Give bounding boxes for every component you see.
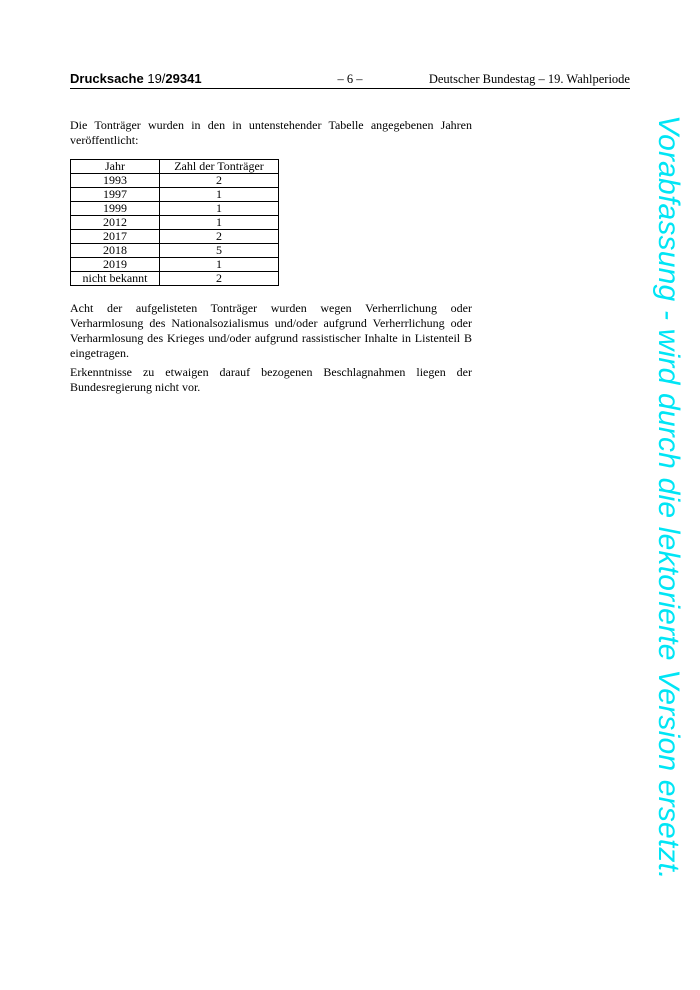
count-cell: 1 bbox=[160, 258, 279, 272]
count-cell: 2 bbox=[160, 272, 279, 286]
header-rule bbox=[70, 88, 630, 89]
table-row bbox=[71, 216, 279, 230]
year-cell: 2012 bbox=[71, 216, 160, 230]
column-header-count: Zahl der Tonträger bbox=[160, 160, 279, 174]
listing-paragraph: Acht der aufgelisteten Tonträger wurden wegen Verherrlichung oder Verharmlosung des Nationalsozialismus und/oder aufgrund Verherrlichung oder Verharmlosung des Krieges und/oder aufgrund rassistischer Inhalte in Listenteil B eingetragen. bbox=[70, 301, 472, 360]
year-cell: 2017 bbox=[71, 230, 160, 244]
table-row bbox=[71, 244, 279, 258]
year-cell: 1997 bbox=[71, 188, 160, 202]
table-row bbox=[71, 174, 279, 188]
table-row bbox=[71, 202, 279, 216]
table-header-row bbox=[71, 160, 279, 174]
publisher: Deutscher Bundestag – 19. Wahlperiode bbox=[428, 72, 630, 86]
table-row bbox=[71, 188, 279, 202]
seizure-paragraph: Erkenntnisse zu etwaigen darauf bezogenen Beschlagnahmen liegen der Bundesregierung nicht vor. bbox=[70, 365, 472, 394]
intro-paragraph: Die Tonträger wurden in den in untenstehender Tabelle angegebenen Jahren veröffentlicht: bbox=[70, 118, 472, 147]
count-cell: 2 bbox=[160, 174, 279, 188]
count-cell: 1 bbox=[160, 216, 279, 230]
year-cell: nicht bekannt bbox=[71, 272, 160, 286]
page-header bbox=[70, 70, 630, 90]
page-number: – 6 – bbox=[337, 72, 363, 86]
year-cell: 1999 bbox=[71, 202, 160, 216]
count-cell: 2 bbox=[160, 230, 279, 244]
doc-number-prefix: 19/ bbox=[147, 71, 166, 86]
table-row bbox=[71, 230, 279, 244]
watermark-text: Vorabfassung - wird durch die lektorierte Version ersetzt. bbox=[652, 115, 685, 880]
count-cell: 1 bbox=[160, 202, 279, 216]
doc-number: 29341 bbox=[165, 71, 202, 86]
table-row bbox=[71, 272, 279, 286]
draft-watermark bbox=[648, 115, 688, 880]
year-cell: 2019 bbox=[71, 258, 160, 272]
release-years-table bbox=[70, 159, 279, 286]
year-cell: 1993 bbox=[71, 174, 160, 188]
count-cell: 5 bbox=[160, 244, 279, 258]
year-cell: 2018 bbox=[71, 244, 160, 258]
column-header-year: Jahr bbox=[71, 160, 160, 174]
table-row bbox=[71, 258, 279, 272]
doc-label: Drucksache bbox=[70, 71, 144, 86]
count-cell: 1 bbox=[160, 188, 279, 202]
